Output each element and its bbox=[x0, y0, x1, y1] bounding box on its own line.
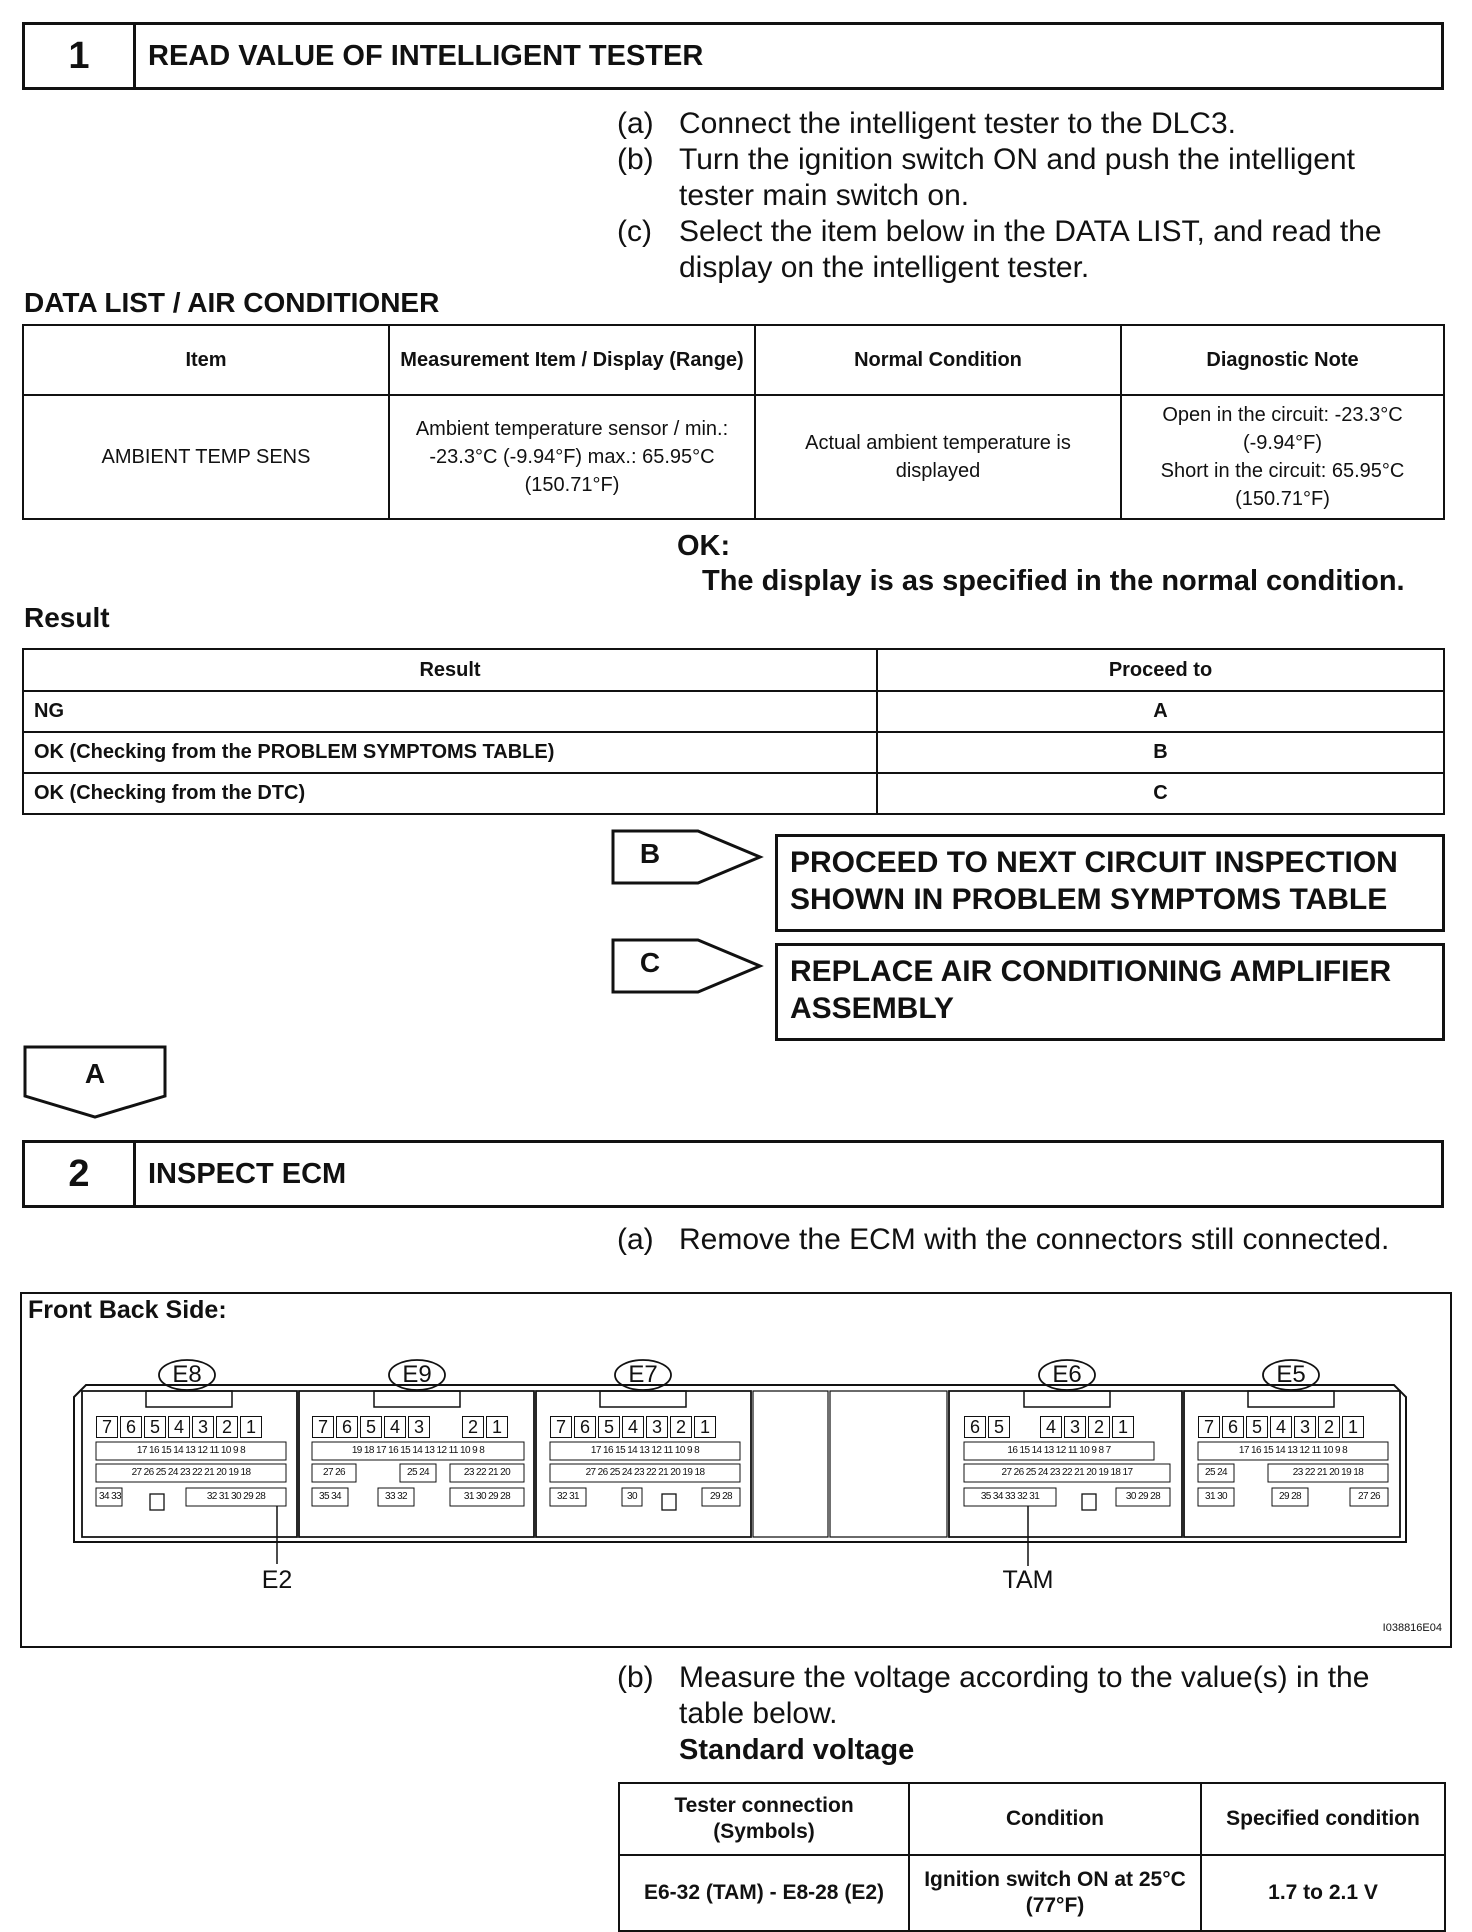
pin: 7 bbox=[96, 1416, 118, 1438]
pin: 6 bbox=[336, 1416, 358, 1438]
data-list-table bbox=[22, 324, 1445, 520]
e8-row1-pins bbox=[96, 1416, 262, 1438]
pin: 3 bbox=[646, 1416, 668, 1438]
connector-e9-label: E9 bbox=[402, 1361, 432, 1388]
branch-c-line: ASSEMBLY bbox=[790, 992, 954, 1025]
connector-e5-label: E5 bbox=[1276, 1361, 1306, 1388]
e9-row3-right-pins: 23 22 21 20 bbox=[463, 1467, 511, 1478]
connector-e6-label: E6 bbox=[1052, 1361, 1082, 1388]
pin: 5 bbox=[598, 1416, 620, 1438]
pin-tam-callout: TAM bbox=[1002, 1566, 1054, 1594]
ecm-connector-figure bbox=[20, 1292, 1452, 1648]
branch-c-label: C bbox=[639, 947, 661, 978]
instruction-a bbox=[617, 1222, 1437, 1258]
e6-row4-left-pins: 35 34 33 32 31 bbox=[980, 1491, 1040, 1502]
step-1-instructions bbox=[617, 106, 1437, 286]
instruction-label: (a) bbox=[617, 1223, 654, 1256]
pin: 5 bbox=[360, 1416, 382, 1438]
cell-item: AMBIENT TEMP SENS bbox=[23, 395, 389, 519]
ok-label: OK: bbox=[677, 530, 731, 562]
connector-e7-label: E7 bbox=[628, 1361, 658, 1388]
pin: 4 bbox=[622, 1416, 644, 1438]
e9-row3-left-pins: 27 26 bbox=[322, 1467, 346, 1478]
cell-result: OK (Checking from the DTC) bbox=[23, 773, 877, 814]
step-title: INSPECT ECM bbox=[148, 1157, 347, 1190]
e9-row2-pins: 19 18 17 16 15 14 13 12 11 10 9 8 bbox=[351, 1445, 485, 1456]
pin: 6 bbox=[574, 1416, 596, 1438]
instruction-b bbox=[617, 142, 1437, 214]
instruction-label: (b) bbox=[617, 1661, 654, 1694]
note-open: Open in the circuit: -23.3°C (-9.94°F) bbox=[1162, 404, 1403, 454]
pin: 2 bbox=[1088, 1416, 1110, 1438]
e7-row2-pins: 17 16 15 14 13 12 11 10 9 8 bbox=[590, 1445, 700, 1456]
pin: 1 bbox=[694, 1416, 716, 1438]
cell-result: NG bbox=[23, 691, 877, 732]
pin: 2 bbox=[216, 1416, 238, 1438]
e9-row4-right-pins: 31 30 29 28 bbox=[463, 1491, 511, 1502]
e5-row3-right-pins: 23 22 21 20 19 18 bbox=[1292, 1467, 1364, 1478]
result-heading: Result bbox=[24, 602, 110, 633]
e7-row1-pins bbox=[550, 1416, 716, 1438]
e8-row4-right-pins: 32 31 30 29 28 bbox=[206, 1491, 266, 1502]
col-header: Specified condition bbox=[1201, 1783, 1445, 1855]
table-header-row bbox=[619, 1783, 1445, 1855]
branch-a-label: A bbox=[84, 1058, 106, 1089]
pin: 3 bbox=[408, 1416, 430, 1438]
pin: 6 bbox=[120, 1416, 142, 1438]
branch-b-result bbox=[775, 834, 1445, 932]
step-2-header bbox=[22, 1140, 1444, 1208]
pin: 2 bbox=[1318, 1416, 1340, 1438]
cell-condition: Ignition switch ON at 25°C (77°F) bbox=[909, 1855, 1201, 1931]
cell-connection: E6-32 (TAM) - E8-28 (E2) bbox=[619, 1855, 909, 1931]
data-list-heading: DATA LIST / AIR CONDITIONER bbox=[24, 287, 440, 318]
cell-proceed: B bbox=[877, 732, 1444, 773]
e6-row2-pins: 16 15 14 13 12 11 10 9 8 7 bbox=[1007, 1445, 1111, 1456]
pin: 7 bbox=[312, 1416, 334, 1438]
pin: 3 bbox=[1294, 1416, 1316, 1438]
e7-row3-pins: 27 26 25 24 23 22 21 20 19 18 bbox=[585, 1467, 705, 1478]
table-row bbox=[619, 1855, 1445, 1931]
e9-row1-pins bbox=[312, 1416, 508, 1438]
step-1-header bbox=[22, 22, 1444, 90]
e9-row4-mid-pins: 33 32 bbox=[384, 1491, 408, 1502]
pin: 4 bbox=[384, 1416, 406, 1438]
col-header: Normal Condition bbox=[755, 325, 1121, 395]
step-number: 2 bbox=[25, 1143, 136, 1205]
e8-row3-pins: 27 26 25 24 23 22 21 20 19 18 bbox=[131, 1467, 251, 1478]
step-2-instruction-b bbox=[617, 1660, 1437, 1732]
pin: 2 bbox=[462, 1416, 484, 1438]
pin-e2-callout: E2 bbox=[261, 1566, 293, 1594]
cell-result: OK (Checking from the PROBLEM SYMPTOMS TABLE) bbox=[23, 732, 877, 773]
connector-e8-label: E8 bbox=[172, 1361, 202, 1388]
pin: 3 bbox=[192, 1416, 214, 1438]
pin: 6 bbox=[964, 1416, 986, 1438]
e8-row4-left-pins: 34 33 bbox=[98, 1491, 122, 1502]
instruction-text: Turn the ignition switch ON and push the intelligent tester main switch on. bbox=[679, 143, 1355, 212]
instruction-text: Select the item below in the DATA LIST, and read the display on the intelligent tester. bbox=[679, 215, 1382, 284]
figure-title: Front Back Side: bbox=[28, 1296, 227, 1324]
pin: 5 bbox=[988, 1416, 1010, 1438]
e6-row3-pins: 27 26 25 24 23 22 21 20 19 18 17 bbox=[1001, 1467, 1133, 1478]
instruction-text: Connect the intelligent tester to the DLC3. bbox=[679, 107, 1236, 140]
pin: 1 bbox=[240, 1416, 262, 1438]
e5-row4-mid-pins: 29 28 bbox=[1278, 1491, 1302, 1502]
pin: 4 bbox=[1040, 1416, 1062, 1438]
note-short: Short in the circuit: 65.95°C (150.71°F) bbox=[1160, 460, 1405, 510]
instruction-label: (b) bbox=[617, 143, 654, 176]
e8-row2-pins: 17 16 15 14 13 12 11 10 9 8 bbox=[136, 1445, 246, 1456]
col-header: Proceed to bbox=[877, 649, 1444, 691]
instruction-b bbox=[617, 1660, 1437, 1732]
instruction-text: Remove the ECM with the connectors still connected. bbox=[679, 1223, 1390, 1256]
instruction-label: (c) bbox=[617, 215, 652, 248]
table-row bbox=[23, 732, 1444, 773]
cell-note bbox=[1121, 395, 1444, 519]
ok-text: The display is as specified in the normal condition. bbox=[702, 565, 1405, 597]
branch-c-result bbox=[775, 943, 1445, 1041]
pin: 4 bbox=[168, 1416, 190, 1438]
pin: 4 bbox=[1270, 1416, 1292, 1438]
pin: 3 bbox=[1064, 1416, 1086, 1438]
table-row bbox=[23, 395, 1444, 519]
col-header: Result bbox=[23, 649, 877, 691]
standard-voltage-table bbox=[618, 1782, 1446, 1932]
col-header: Measurement Item / Display (Range) bbox=[389, 325, 755, 395]
e5-row4-left-pins: 31 30 bbox=[1204, 1491, 1228, 1502]
table-header-row bbox=[23, 649, 1444, 691]
step-number: 1 bbox=[25, 25, 136, 87]
instruction-label: (a) bbox=[617, 107, 654, 140]
col-header: Condition bbox=[909, 1783, 1201, 1855]
step-2-instruction-a bbox=[617, 1222, 1437, 1258]
e9-row3-mid-pins: 25 24 bbox=[406, 1467, 430, 1478]
pin: 1 bbox=[1112, 1416, 1134, 1438]
cell-proceed: A bbox=[877, 691, 1444, 732]
e5-row4-right-pins: 27 26 bbox=[1357, 1491, 1381, 1502]
pin: 5 bbox=[144, 1416, 166, 1438]
table-row bbox=[23, 773, 1444, 814]
col-header: Diagnostic Note bbox=[1121, 325, 1444, 395]
pin: 7 bbox=[550, 1416, 572, 1438]
pin: 1 bbox=[1342, 1416, 1364, 1438]
col-header: Tester connection (Symbols) bbox=[619, 1783, 909, 1855]
cell-normal: Actual ambient temperature is displayed bbox=[755, 395, 1121, 519]
e7-row4-left-pins: 32 31 bbox=[556, 1491, 580, 1502]
cell-proceed: C bbox=[877, 773, 1444, 814]
instruction-text: Measure the voltage according to the value(s) in the table below. bbox=[679, 1661, 1370, 1730]
e6-row4-right-pins: 30 29 28 bbox=[1125, 1491, 1161, 1502]
figure-code: I038816E04 bbox=[1382, 1622, 1442, 1634]
cell-measurement: Ambient temperature sensor / min.: -23.3°C (-9.94°F) max.: 65.95°C (150.71°F) bbox=[389, 395, 755, 519]
branch-b-line: PROCEED TO NEXT CIRCUIT INSPECTION bbox=[790, 846, 1398, 879]
branch-c-line: REPLACE AIR CONDITIONING AMPLIFIER bbox=[790, 955, 1392, 988]
e5-row1-pins bbox=[1198, 1416, 1364, 1438]
e7-row4-mid-pins: 30 bbox=[627, 1491, 637, 1502]
table-header-row bbox=[23, 325, 1444, 395]
cell-specified: 1.7 to 2.1 V bbox=[1201, 1855, 1445, 1931]
table-row bbox=[23, 691, 1444, 732]
branch-b-line: SHOWN IN PROBLEM SYMPTOMS TABLE bbox=[790, 883, 1388, 916]
result-table bbox=[22, 648, 1445, 815]
pin: 6 bbox=[1222, 1416, 1244, 1438]
instruction-a bbox=[617, 106, 1437, 142]
e5-row3-left-pins: 25 24 bbox=[1204, 1467, 1228, 1478]
step-title: READ VALUE OF INTELLIGENT TESTER bbox=[148, 39, 704, 72]
e5-row2-pins: 17 16 15 14 13 12 11 10 9 8 bbox=[1238, 1445, 1348, 1456]
branch-b-label: B bbox=[639, 838, 661, 869]
pin: 1 bbox=[486, 1416, 508, 1438]
instruction-c bbox=[617, 214, 1437, 286]
col-header: Item bbox=[23, 325, 389, 395]
pin: 7 bbox=[1198, 1416, 1220, 1438]
pin: 5 bbox=[1246, 1416, 1268, 1438]
e6-row1-pins bbox=[964, 1416, 1134, 1438]
e9-row4-left-pins: 35 34 bbox=[318, 1491, 342, 1502]
e7-row4-right-pins: 29 28 bbox=[709, 1491, 733, 1502]
standard-voltage-heading: Standard voltage bbox=[679, 1734, 915, 1766]
pin: 2 bbox=[670, 1416, 692, 1438]
